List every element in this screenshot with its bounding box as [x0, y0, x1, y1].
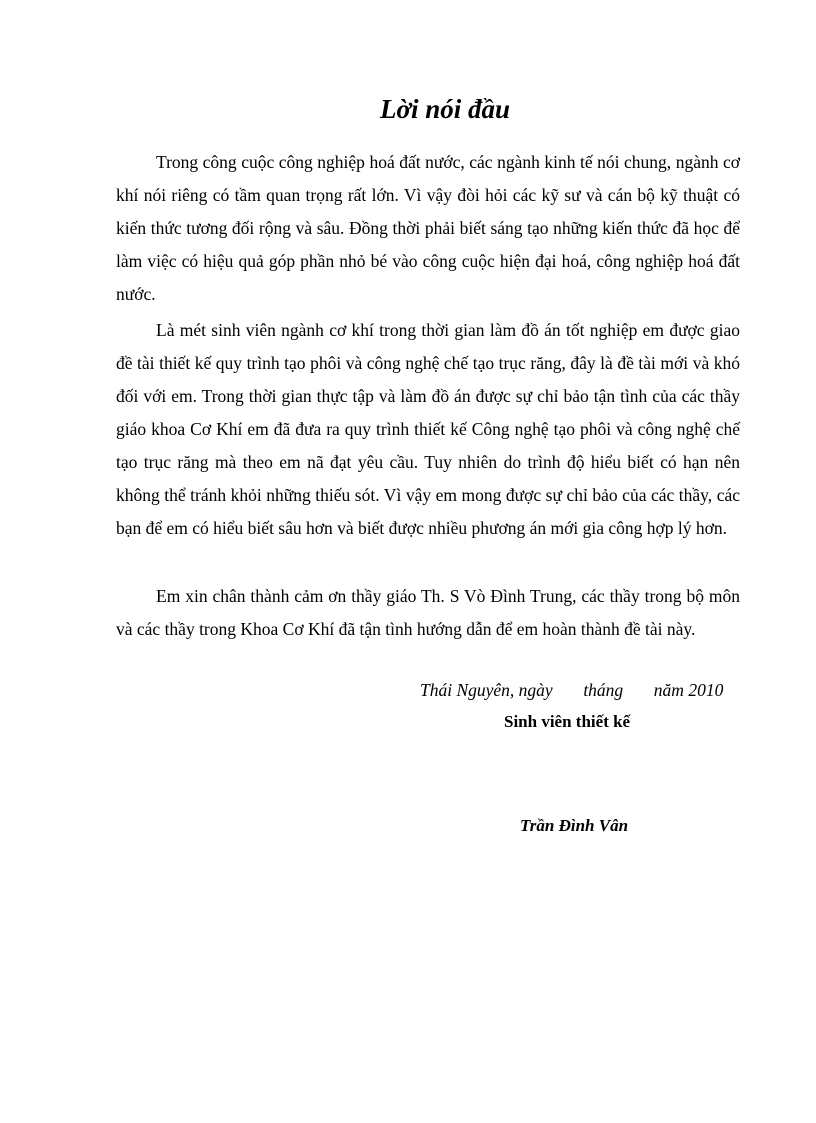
paragraph-project: Là mét sinh viên ngành cơ khí trong thời gian làm đồ án tốt nghiệp em được giao đề tài thiết kế quy trình tạo phôi và công nghệ chế tạo trục răng, đây là đề tài mới và khó đối với em. Trong thời gian thực tập và làm đồ án được sự chỉ bảo tận tình của các thầy giáo khoa Cơ Khí em đã đưa ra quy trình thiết kế Công nghệ tạo phôi và công nghệ chế tạo trục răng mà theo em nã đạt yêu cầu. Tuy nhiên do trình độ hiểu biết có hạn nên không thể tránh khỏi những thiếu sót. Vì vậy em mong được sự chỉ bảo của các thầy, các bạn để em có hiểu biết sâu hơn và biết được nhiều phương án mới gia công hợp lý hơn. — [116, 320, 740, 538]
page-title: Lời nói đầu — [379, 94, 511, 124]
paragraph-intro: Trong công cuộc công nghiệp hoá đất nước, các ngành kinh tế nói chung, ngành cơ khí nói riêng có tầm quan trọng rất lớn. Vì vậy đòi hỏi các kỹ sư và cán bộ kỹ thuật có kiến thức tương đối rộng và sâu. Đồng thời phải biết sáng tạo những kiến thức đã học để làm việc có hiệu quả góp phần nhỏ bé vào công cuộc hiện đại hoá, công nghiệp hoá đất nước. — [116, 152, 740, 304]
signature-role: Sinh viên thiết kế — [504, 712, 631, 731]
signature-name: Trần Đình Vân — [520, 816, 629, 835]
date-line: Thái Nguyên, ngày tháng năm 2010 — [420, 680, 724, 700]
paragraph-thanks: Em xin chân thành cảm ơn thầy giáo Th. S Vò Đình Trung, các thầy trong bộ môn và các thầy trong Khoa Cơ Khí đã tận tình hướng dẫn để em hoàn thành đề tài này. — [116, 586, 740, 639]
